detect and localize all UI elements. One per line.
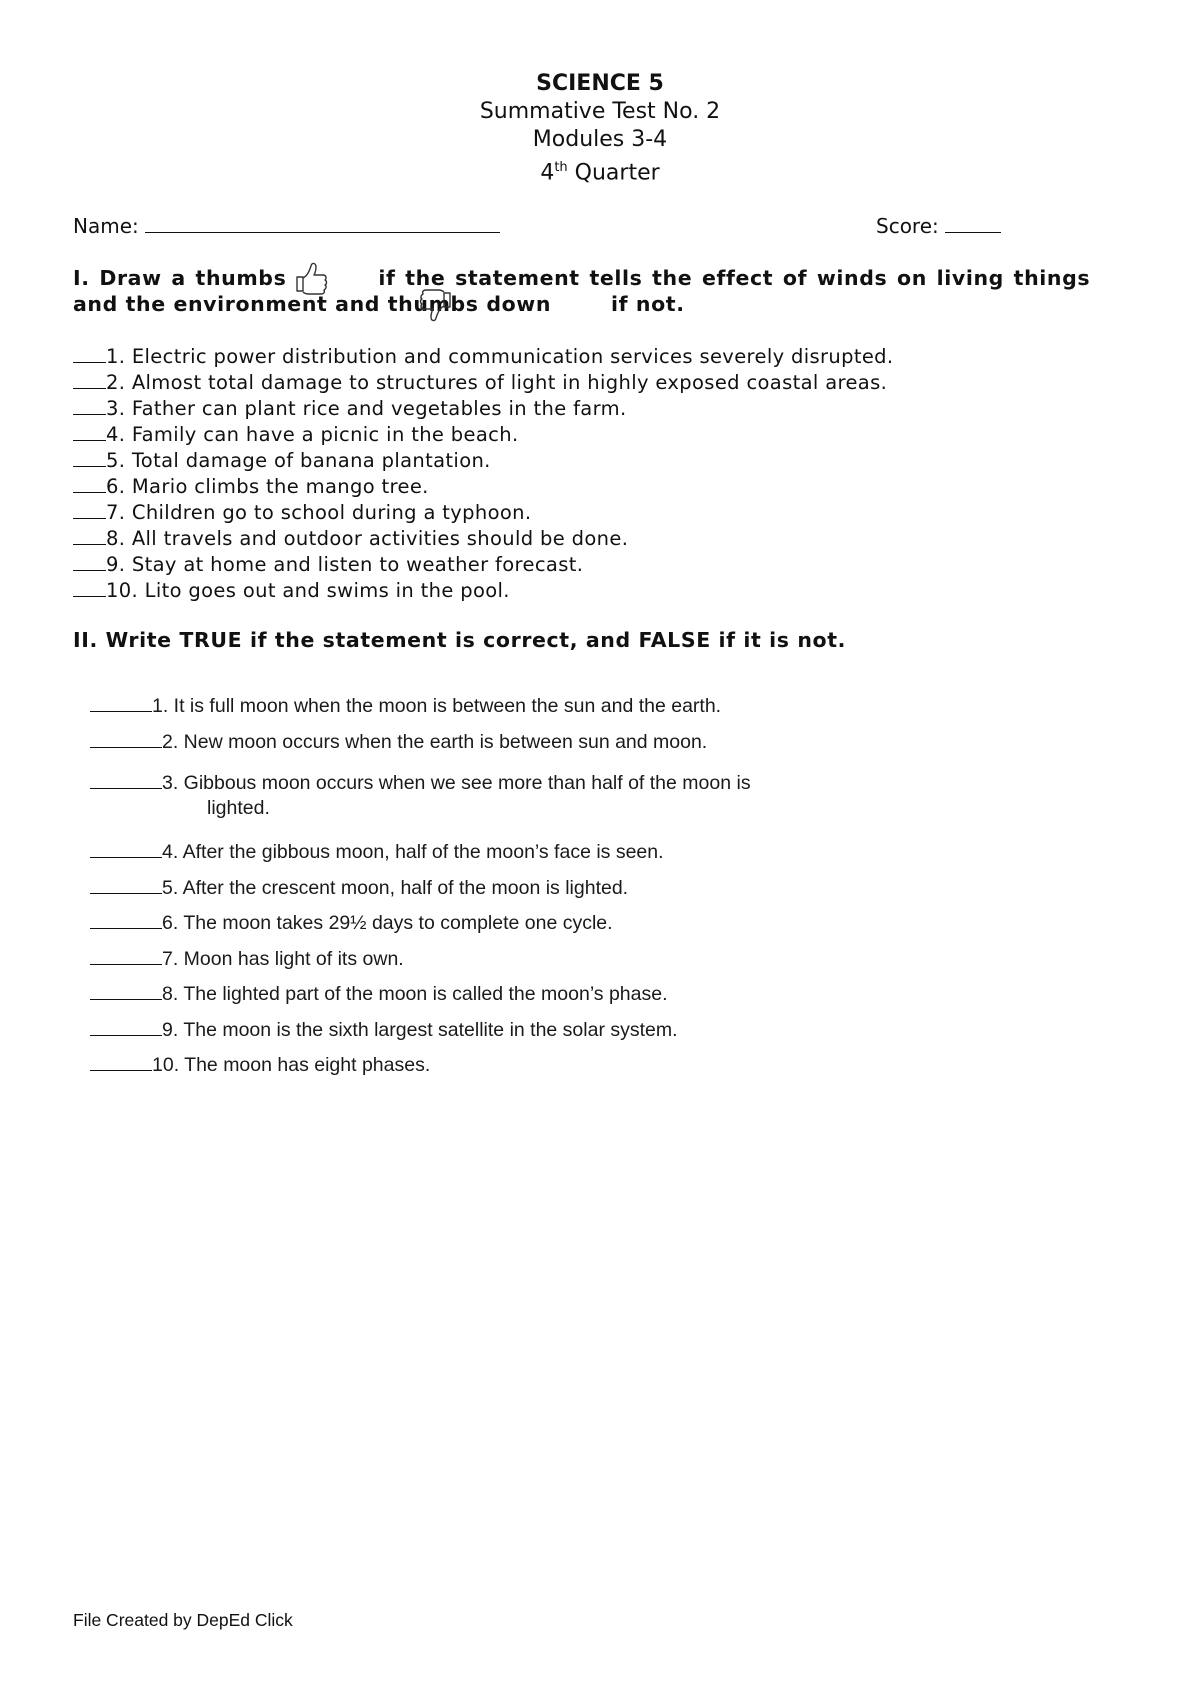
answer-blank[interactable] — [73, 466, 106, 467]
list-item: 8. The lighted part of the moon is called the moon’s phase. — [90, 983, 668, 1006]
list-item: 2. New moon occurs when the earth is between sun and moon. — [90, 731, 707, 754]
answer-blank[interactable] — [73, 570, 106, 571]
test-title: Summative Test No. 2 — [479, 99, 721, 124]
list-item: 3. Father can plant rice and vegetables in the farm. — [73, 396, 893, 422]
name-label: Name: — [73, 214, 139, 238]
score-label: Score: — [876, 214, 939, 238]
part1-instruction — [73, 265, 1133, 317]
name-row — [73, 214, 500, 238]
quarter-number: 4 — [540, 160, 555, 186]
answer-blank[interactable] — [90, 1070, 152, 1071]
answer-blank[interactable] — [73, 596, 106, 597]
answer-blank[interactable] — [90, 747, 162, 748]
thumbs-up-icon — [293, 257, 329, 295]
answer-blank[interactable] — [90, 857, 162, 858]
instruction-part-d: if not. — [611, 292, 685, 316]
list-item: 1. Electric power distribution and communication services severely disrupted. — [73, 344, 893, 370]
quarter-line — [0, 154, 1200, 187]
answer-blank[interactable] — [90, 893, 162, 894]
answer-blank[interactable] — [90, 788, 162, 789]
answer-blank[interactable] — [73, 544, 106, 545]
list-item: 8. All travels and outdoor activities should be done. — [73, 526, 893, 552]
answer-blank[interactable] — [90, 999, 162, 1000]
instruction-part-c: and the environment and thumbs down — [73, 292, 552, 316]
score-row — [876, 214, 1001, 238]
list-item: 4. Family can have a picnic in the beach. — [73, 422, 893, 448]
part2-instruction: II. Write TRUE if the statement is correct, and FALSE if it is not. — [73, 628, 847, 652]
list-item: 6. Mario climbs the mango tree. — [73, 474, 893, 500]
list-item: 2. Almost total damage to structures of light in highly exposed coastal areas. — [73, 370, 893, 396]
answer-blank[interactable] — [73, 414, 106, 415]
list-item: 9. Stay at home and listen to weather forecast. — [73, 552, 893, 578]
quarter-suffix: th — [554, 160, 568, 175]
list-item: 6. The moon takes 29½ days to complete one cycle. — [90, 912, 613, 935]
list-item: 5. Total damage of banana plantation. — [73, 448, 893, 474]
answer-blank[interactable] — [73, 388, 106, 389]
answer-blank[interactable] — [90, 964, 162, 965]
answer-blank[interactable] — [73, 440, 106, 441]
instruction-part-a: I. Draw a thumbs — [73, 266, 287, 290]
answer-blank[interactable] — [73, 362, 106, 363]
score-field[interactable] — [945, 214, 1001, 233]
modules-line: Modules 3-4 — [532, 127, 668, 152]
list-item: 9. The moon is the sixth largest satellite in the solar system. — [90, 1019, 678, 1042]
answer-blank[interactable] — [90, 928, 162, 929]
list-item: 3. Gibbous moon occurs when we see more than half of the moon is lighted. — [90, 772, 751, 820]
list-item: 10. Lito goes out and swims in the pool. — [73, 578, 893, 604]
list-item: 10. The moon has eight phases. — [90, 1054, 430, 1077]
list-item: 4. After the gibbous moon, half of the moon’s face is seen. — [90, 841, 664, 864]
item-continuation: lighted. — [207, 797, 270, 819]
quarter-word: Quarter — [574, 160, 660, 186]
answer-blank[interactable] — [90, 1035, 162, 1036]
list-item: 7. Children go to school during a typhoon. — [73, 500, 893, 526]
answer-blank[interactable] — [73, 492, 106, 493]
list-item: 7. Moon has light of its own. — [90, 948, 404, 971]
footer-credit: File Created by DepEd Click — [73, 1610, 293, 1630]
list-item: 5. After the crescent moon, half of the moon is lighted. — [90, 877, 628, 900]
part1-list — [73, 344, 893, 604]
answer-blank[interactable] — [90, 711, 152, 712]
instruction-part-b: if the statement tells the effect of winds on living things — [378, 266, 1091, 290]
answer-blank[interactable] — [73, 518, 106, 519]
thumbs-down-icon — [418, 289, 454, 327]
name-field[interactable] — [145, 214, 500, 233]
subject-title: SCIENCE 5 — [536, 71, 664, 96]
list-item: 1. It is full moon when the moon is between the sun and the earth. — [90, 695, 721, 718]
document-header — [0, 70, 1200, 187]
